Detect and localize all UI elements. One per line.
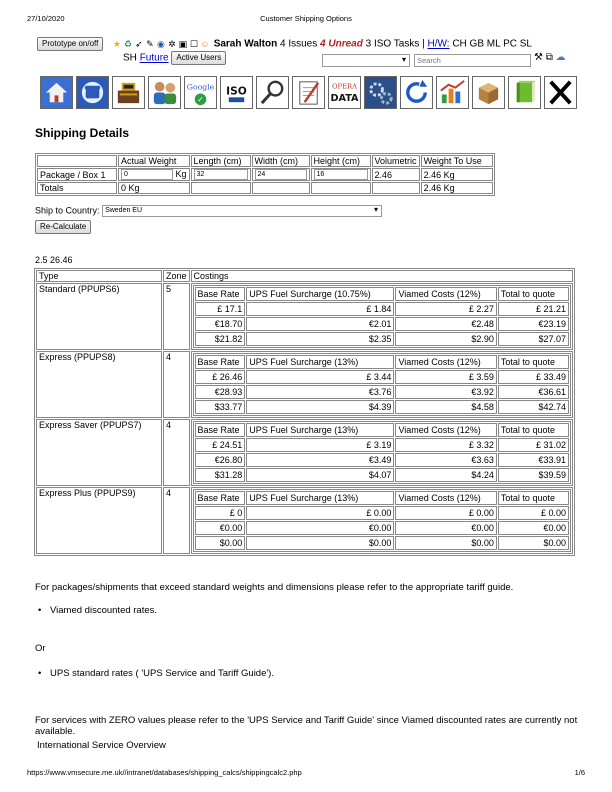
breakdown-column-header: Base Rate (195, 355, 246, 369)
print-page-number: 1/6 (574, 768, 585, 777)
google-icon[interactable] (184, 76, 217, 109)
service-row-express (36, 351, 573, 418)
print-date: 27/10/2020 (27, 14, 65, 23)
nav-icon-bar (40, 76, 577, 109)
users-icon[interactable] (148, 76, 181, 109)
package-label: Package / Box 1 (37, 168, 117, 181)
service-costings (191, 487, 573, 554)
breakdown-column-header: UPS Fuel Surcharge (10.75%) (246, 287, 394, 301)
breakdown-cell: £ 24.51 (195, 438, 246, 452)
svg-text:✓: ✓ (197, 95, 204, 105)
breakdown-row (195, 385, 569, 399)
breakdown-cell: $2.90 (395, 332, 496, 346)
height-cell (311, 168, 371, 181)
breakdown-row (195, 506, 569, 520)
service-costings (191, 283, 573, 350)
breakdown-cell: £ 3.19 (246, 438, 394, 452)
costings-breakdown-table (193, 421, 571, 484)
breakdown-cell: $39.59 (498, 468, 569, 482)
service-name: Standard (PPUPS6) (36, 283, 162, 350)
service-name: Express (PPUPS8) (36, 351, 162, 418)
opera-label: OPERA (331, 82, 358, 91)
breakdown-cell: £ 3.44 (246, 370, 394, 384)
search-input[interactable] (414, 54, 531, 67)
totals-blank-height (311, 182, 371, 194)
tool-icons (534, 52, 566, 63)
totals-label: Totals (37, 182, 117, 194)
service-name: Express Saver (PPUPS7) (36, 419, 162, 486)
breakdown-header-row (195, 423, 569, 437)
breakdown-cell: £ 26.46 (195, 370, 246, 384)
external-link-icon[interactable]: ⧉ (545, 52, 553, 63)
breakdown-cell: $4.24 (395, 468, 496, 482)
site-link-sh[interactable]: SH (123, 52, 137, 64)
user-name: Sarah Walton (213, 38, 278, 50)
chevron-down-icon: ▾ (401, 55, 406, 64)
totals-blank-width (252, 182, 310, 194)
service-zone: 4 (163, 351, 190, 418)
breakdown-column-header: Viamed Costs (12%) (395, 423, 496, 437)
bullet-ups: • UPS standard rates ( 'UPS Service and Tariff Guide'). (38, 668, 274, 679)
details-header-height: Height (cm) (311, 155, 371, 167)
chevron-down-icon: ▾ (374, 205, 379, 214)
weight-note: 2.5 26.46 (35, 255, 73, 265)
breakdown-cell: €0.00 (246, 521, 394, 535)
details-header-width: Width (cm) (252, 155, 310, 167)
details-header-row (37, 155, 493, 167)
breakdown-cell: £ 31.02 (498, 438, 569, 452)
height-input[interactable]: 16 (314, 169, 368, 180)
hw-link[interactable]: H/W: (427, 38, 450, 50)
bullet-viamed: • Viamed discounted rates. (38, 605, 158, 616)
breakdown-cell: €2.01 (246, 317, 394, 331)
breakdown-cell: $2.35 (246, 332, 394, 346)
bug-icon[interactable]: ✲ (168, 39, 176, 49)
overview-link[interactable]: International Service Overview (37, 740, 166, 751)
prototype-toggle-button[interactable]: Prototype on/off (37, 37, 103, 51)
breakdown-cell: €18.70 (195, 317, 246, 331)
weight-to-use-value: 2.46 Kg (421, 168, 493, 181)
breakdown-header-row (195, 287, 569, 301)
details-header-blank (37, 155, 117, 167)
totals-weight: 0 Kg (118, 182, 190, 194)
totals-weight-to-use: 2.46 Kg (421, 182, 493, 194)
costings-header-row (36, 270, 573, 282)
breakdown-row (195, 302, 569, 316)
breakdown-cell: €3.49 (246, 453, 394, 467)
breakdown-row (195, 453, 569, 467)
weight-cell (118, 168, 190, 181)
window-icon[interactable]: ▣ (178, 39, 188, 49)
book-icon[interactable] (508, 76, 541, 109)
details-header-weight: Actual Weight (118, 155, 190, 167)
breakdown-cell: $31.28 (195, 468, 246, 482)
breakdown-column-header: Total to quote (498, 355, 569, 369)
totals-blank-volumetric (372, 182, 420, 194)
breakdown-cell: $42.74 (498, 400, 569, 414)
breakdown-column-header: Viamed Costs (12%) (395, 287, 496, 301)
breakdown-header-row (195, 491, 569, 505)
print-url: https://www.vmsecure.me.uk//intranet/databases/shipping_calcs/shippingcalc2.php (27, 768, 302, 777)
costings-breakdown-table (193, 285, 571, 348)
chart-icon[interactable] (436, 76, 469, 109)
length-cell (191, 168, 251, 181)
cash-register-icon[interactable] (112, 76, 145, 109)
breakdown-column-header: Viamed Costs (12%) (395, 355, 496, 369)
breakdown-cell: €33.91 (498, 453, 569, 467)
opera-data-icon[interactable] (328, 76, 361, 109)
cloud-icon[interactable]: ☁ (555, 52, 566, 63)
breakdown-cell: $33.77 (195, 400, 246, 414)
package-row (37, 168, 493, 181)
breakdown-column-header: Base Rate (195, 491, 246, 505)
breakdown-column-header: Total to quote (498, 423, 569, 437)
close-icon[interactable] (544, 76, 577, 109)
costings-table (34, 268, 575, 556)
issues-count[interactable]: 4 (280, 38, 286, 50)
breakdown-column-header: Total to quote (498, 287, 569, 301)
breakdown-cell: £ 0.00 (498, 506, 569, 520)
width-input[interactable]: 24 (255, 169, 307, 180)
service-row-express-saver (36, 419, 573, 486)
bullet-ups-text: UPS standard rates ( 'UPS Service and Tariff Guide'). (50, 668, 274, 679)
breakdown-cell: $0.00 (498, 536, 569, 550)
weight-input[interactable]: 0 (121, 169, 173, 180)
recycle-icon[interactable]: ♻ (123, 39, 132, 49)
iso-tasks-label[interactable]: 3 ISO Tasks | (365, 38, 425, 50)
breakdown-cell: £ 21.21 (498, 302, 569, 316)
breakdown-column-header: UPS Fuel Surcharge (13%) (246, 355, 394, 369)
breakdown-cell: €3.63 (395, 453, 496, 467)
data-label: DATA (330, 93, 359, 105)
costings-breakdown-table (193, 353, 571, 416)
breakdown-column-header: Viamed Costs (12%) (395, 491, 496, 505)
pin-icon[interactable]: ✎ (146, 39, 154, 49)
breakdown-column-header: UPS Fuel Surcharge (13%) (246, 423, 394, 437)
breakdown-cell: £ 0.00 (395, 506, 496, 520)
breakdown-cell: $0.00 (246, 536, 394, 550)
breakdown-column-header: Total to quote (498, 491, 569, 505)
top-toolbar (37, 37, 597, 51)
service-row-standard (36, 283, 573, 350)
google-label: Google (186, 82, 215, 92)
costings-header-type: Type (36, 270, 162, 282)
costings-header-zone: Zone (163, 270, 190, 282)
costings-header-costings: Costings (191, 270, 573, 282)
service-zone: 5 (163, 283, 190, 350)
width-cell (252, 168, 310, 181)
exceed-note: For packages/shipments that exceed standard weights and dimensions please refer to the appropriate tariff guide. (35, 582, 514, 593)
breakdown-column-header: UPS Fuel Surcharge (13%) (246, 491, 394, 505)
weight-unit: Kg (175, 169, 187, 179)
service-costings (191, 351, 573, 418)
breakdown-cell: €0.00 (498, 521, 569, 535)
recalculate-button[interactable]: Re-Calculate (35, 220, 91, 234)
service-zone: 4 (163, 419, 190, 486)
page-icon[interactable]: ☐ (189, 39, 198, 49)
details-header-weight-to-use: Weight To Use (421, 155, 493, 167)
breakdown-row (195, 332, 569, 346)
active-users-button[interactable]: Active Users (171, 51, 226, 65)
breakdown-cell: €28.93 (195, 385, 246, 399)
issues-label[interactable]: Issues (288, 38, 318, 50)
or-text: Or (35, 643, 46, 654)
home-icon[interactable] (40, 76, 73, 109)
breakdown-cell: $21.82 (195, 332, 246, 346)
breakdown-cell: €0.00 (195, 521, 246, 535)
breakdown-cell: €36.61 (498, 385, 569, 399)
breakdown-cell: £ 0.00 (246, 506, 394, 520)
breakdown-cell: £ 2.27 (395, 302, 496, 316)
breakdown-cell: €26.80 (195, 453, 246, 467)
breakdown-cell: $0.00 (395, 536, 496, 550)
costings-breakdown-table (193, 489, 571, 552)
iso-icon[interactable] (220, 76, 253, 109)
breakdown-cell: €0.00 (395, 521, 496, 535)
breakdown-cell: £ 17.1 (195, 302, 246, 316)
service-row-express-plus (36, 487, 573, 554)
breakdown-cell: $27.07 (498, 332, 569, 346)
smiley-icon[interactable]: ☺ (200, 39, 210, 49)
breakdown-cell: £ 1.84 (246, 302, 394, 316)
refresh-icon[interactable] (400, 76, 433, 109)
breakdown-row (195, 438, 569, 452)
breakdown-cell: £ 33.49 (498, 370, 569, 384)
phone-icon[interactable] (76, 76, 109, 109)
breakdown-header-row (195, 355, 569, 369)
ship-to-label: Ship to Country: (35, 205, 100, 216)
breakdown-row (195, 536, 569, 550)
country-select[interactable] (102, 205, 382, 217)
volumetric-value: 2.46 (372, 168, 420, 181)
arrow-icon[interactable]: ➶ (135, 39, 143, 49)
iso-label: ISO (226, 84, 247, 98)
breakdown-cell: $4.07 (246, 468, 394, 482)
breakdown-cell: $4.58 (395, 400, 496, 414)
details-header-volumetric: Volumetric (372, 155, 420, 167)
magnifier-icon[interactable] (256, 76, 289, 109)
totals-blank-length (191, 182, 251, 194)
details-header-length: Length (cm) (191, 155, 251, 167)
breakdown-cell: €3.92 (395, 385, 496, 399)
breakdown-cell: $4.39 (246, 400, 394, 414)
breakdown-cell: €3.76 (246, 385, 394, 399)
globe-icon[interactable]: ◉ (156, 39, 165, 49)
zero-values-note: For services with ZERO values please refer to the 'UPS Service and Tariff Guide' since Viamed discounted rates are currently not available. (35, 715, 578, 737)
print-title: Customer Shipping Options (260, 14, 352, 23)
quick-select[interactable] (322, 54, 410, 67)
breakdown-cell: £ 3.59 (395, 370, 496, 384)
breakdown-cell: €23.19 (498, 317, 569, 331)
gears-icon[interactable] (364, 76, 397, 109)
breakdown-row (195, 370, 569, 384)
totals-row (37, 182, 493, 194)
breakdown-column-header: Base Rate (195, 287, 246, 301)
site-links[interactable]: CH GB ML PC SL (452, 38, 532, 50)
length-input[interactable]: 32 (194, 169, 248, 180)
box-icon[interactable] (472, 76, 505, 109)
breakdown-row (195, 468, 569, 482)
bullet-viamed-text: Viamed discounted rates. (50, 605, 158, 616)
service-name: Express Plus (PPUPS9) (36, 487, 162, 554)
star-icon[interactable]: ★ (112, 39, 121, 49)
country-selected: Sweden EU (105, 207, 143, 214)
breakdown-row (195, 400, 569, 414)
tools-icon[interactable]: ⚒ (534, 52, 543, 63)
unread-label[interactable]: 4 Unread (320, 38, 363, 50)
breakdown-row (195, 521, 569, 535)
future-link[interactable]: Future (139, 52, 169, 64)
notepad-icon[interactable] (292, 76, 325, 109)
breakdown-column-header: Base Rate (195, 423, 246, 437)
breakdown-cell: €2.48 (395, 317, 496, 331)
breakdown-row (195, 317, 569, 331)
service-costings (191, 419, 573, 486)
breakdown-cell: $0.00 (195, 536, 246, 550)
ship-to-row (35, 205, 382, 217)
page-title: Shipping Details (35, 126, 130, 140)
breakdown-cell: £ 0 (195, 506, 246, 520)
shipping-details-table (35, 153, 495, 196)
service-zone: 4 (163, 487, 190, 554)
breakdown-cell: £ 3.32 (395, 438, 496, 452)
